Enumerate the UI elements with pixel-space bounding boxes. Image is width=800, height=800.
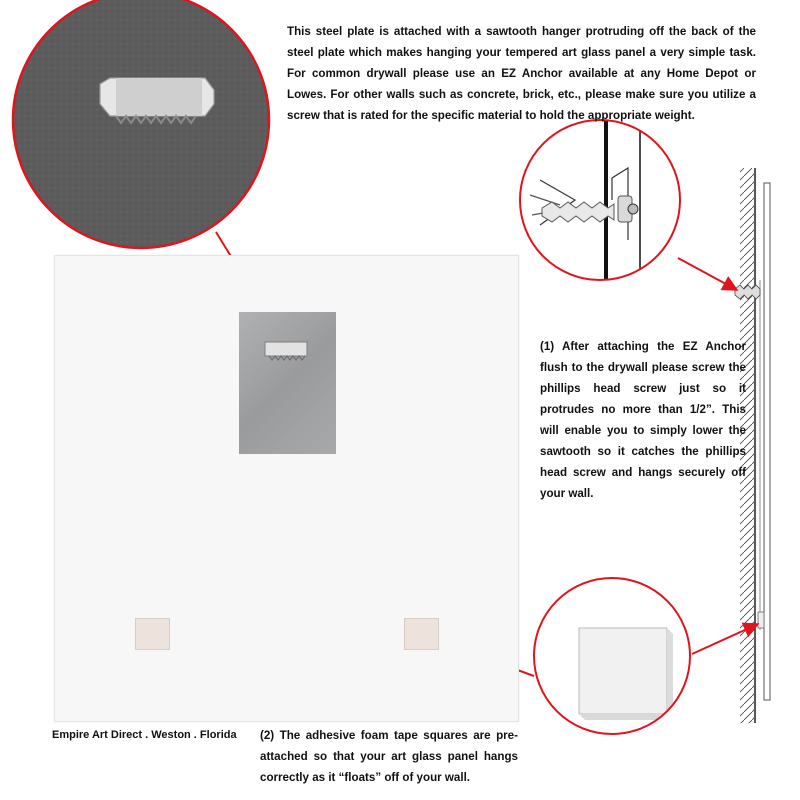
foam-pad-left	[135, 618, 170, 650]
anchor-zoom-circle	[520, 120, 680, 290]
company-credit: Empire Art Direct . Weston . Florida	[52, 729, 237, 741]
foam-pad-right	[404, 618, 439, 650]
intro-instructions: This steel plate is attached with a sawtooth hanger protruding off the back of the steel plate which makes hanging your tempered art glass panel a very simple task. For common drywall please use an EZ Anchor available at any Home Depot or Lowes. For other walls such as concrete, brick, etc., please make sure you utilize a screw that is rated for the specific material to hold the appropriate weight.	[287, 25, 756, 122]
step-2-instructions: (2) The adhesive foam tape squares are pre-attached so that your art glass panel hangs correctly as it “floats” off of your wall.	[260, 729, 518, 784]
art-panel-back	[54, 255, 519, 722]
step-1-instructions: (1) After attaching the EZ Anchor flush to the drywall please screw the phillips head screw just so it protrudes no more than 1/2”. This will enable you to simply lower the sawtooth so it catches the phillips head screw and hangs securely off your wall.	[540, 340, 746, 500]
wall-screw-icon	[735, 285, 760, 299]
steel-plate	[239, 312, 336, 454]
plate-sawtooth-icon	[239, 312, 336, 454]
sawtooth-zoom-circle	[10, 0, 280, 260]
sawtooth-hanger-icon	[100, 78, 214, 123]
foam-zoom-circle	[530, 575, 700, 745]
arrow-anchor-to-wall	[678, 258, 737, 290]
